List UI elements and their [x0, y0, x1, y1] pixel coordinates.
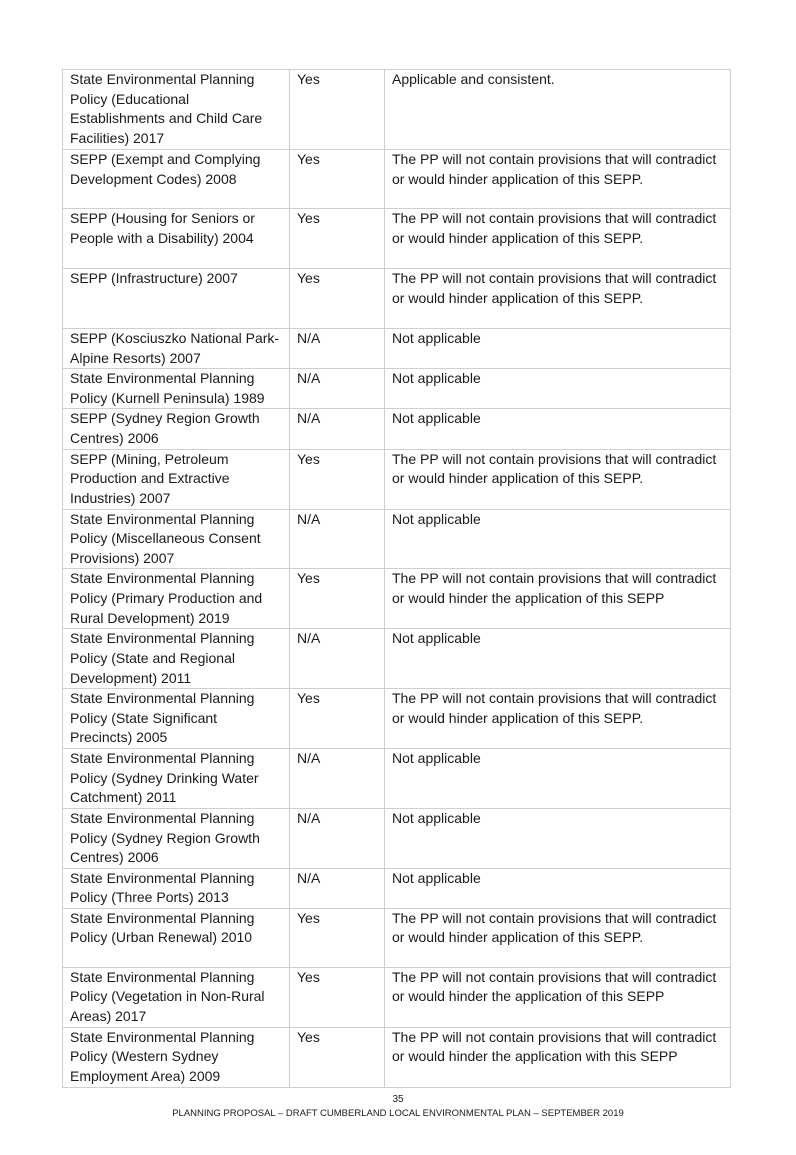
table-row — [63, 369, 731, 409]
policy-cell: State Environmental Planning Policy (Urban Renewal) 2010 — [63, 908, 290, 967]
comment-cell: The PP will not contain provisions that will contradict or would hinder application of this SEPP. — [385, 209, 731, 269]
policy-cell: State Environmental Planning Policy (Three Ports) 2013 — [63, 868, 290, 908]
policy-cell: State Environmental Planning Policy (Miscellaneous Consent Provisions) 2007 — [63, 509, 290, 569]
status-cell: N/A — [290, 369, 385, 409]
comment-cell: Not applicable — [385, 629, 731, 689]
table-row — [63, 70, 731, 150]
table-row — [63, 449, 731, 509]
table-row — [63, 1027, 731, 1087]
comment-cell: The PP will not contain provisions that will contradict or would hinder application of this SEPP. — [385, 150, 731, 209]
status-cell: N/A — [290, 409, 385, 449]
status-cell: Yes — [290, 209, 385, 269]
table-body — [63, 70, 731, 1088]
comment-cell: The PP will not contain provisions that will contradict or would hinder the application of this SEPP — [385, 569, 731, 629]
status-cell: Yes — [290, 967, 385, 1027]
policy-cell: State Environmental Planning Policy (Sydney Drinking Water Catchment) 2011 — [63, 748, 290, 808]
status-cell: Yes — [290, 269, 385, 329]
policy-cell: State Environmental Planning Policy (Educational Establishments and Child Care Facilities) 2017 — [63, 70, 290, 150]
policy-cell: State Environmental Planning Policy (State Significant Precincts) 2005 — [63, 689, 290, 749]
policy-cell: State Environmental Planning Policy (State and Regional Development) 2011 — [63, 629, 290, 689]
policy-cell: State Environmental Planning Policy (Kurnell Peninsula) 1989 — [63, 369, 290, 409]
table-row — [63, 967, 731, 1027]
table-row — [63, 808, 731, 868]
comment-cell: Not applicable — [385, 868, 731, 908]
policy-cell: SEPP (Infrastructure) 2007 — [63, 269, 290, 329]
status-cell: Yes — [290, 908, 385, 967]
status-cell: N/A — [290, 808, 385, 868]
policy-cell: SEPP (Housing for Seniors or People with a Disability) 2004 — [63, 209, 290, 269]
comment-cell: The PP will not contain provisions that will contradict or would hinder application of this SEPP. — [385, 449, 731, 509]
table-row — [63, 868, 731, 908]
status-cell: Yes — [290, 1027, 385, 1087]
comment-cell: The PP will not contain provisions that will contradict or would hinder application of this SEPP. — [385, 689, 731, 749]
table-row — [63, 409, 731, 449]
table-row — [63, 569, 731, 629]
comment-cell: Applicable and consistent. — [385, 70, 731, 150]
page-number: 35 — [392, 1094, 404, 1105]
status-cell: N/A — [290, 509, 385, 569]
policy-cell: SEPP (Kosciuszko National Park-Alpine Resorts) 2007 — [63, 329, 290, 369]
comment-cell: The PP will not contain provisions that will contradict or would hinder application of this SEPP. — [385, 908, 731, 967]
comment-cell: Not applicable — [385, 509, 731, 569]
comment-cell: Not applicable — [385, 369, 731, 409]
table-row — [63, 150, 731, 209]
table-row — [63, 209, 731, 269]
status-cell: Yes — [290, 689, 385, 749]
table-row — [63, 748, 731, 808]
policy-cell: State Environmental Planning Policy (Vegetation in Non-Rural Areas) 2017 — [63, 967, 290, 1027]
comment-cell: The PP will not contain provisions that will contradict or would hinder the application of this SEPP — [385, 967, 731, 1027]
status-cell: N/A — [290, 629, 385, 689]
table-row — [63, 509, 731, 569]
table-row — [63, 269, 731, 329]
comment-cell: Not applicable — [385, 329, 731, 369]
comment-cell: Not applicable — [385, 409, 731, 449]
table-row — [63, 908, 731, 967]
status-cell: Yes — [290, 569, 385, 629]
status-cell: N/A — [290, 329, 385, 369]
sepp-consistency-table — [62, 69, 731, 1088]
policy-cell: State Environmental Planning Policy (Primary Production and Rural Development) 2019 — [63, 569, 290, 629]
policy-cell: SEPP (Exempt and Complying Development Codes) 2008 — [63, 150, 290, 209]
comment-cell: The PP will not contain provisions that will contradict or would hinder application of this SEPP. — [385, 269, 731, 329]
status-cell: Yes — [290, 150, 385, 209]
status-cell: Yes — [290, 70, 385, 150]
table-row — [63, 689, 731, 749]
status-cell: N/A — [290, 868, 385, 908]
table-row — [63, 629, 731, 689]
comment-cell: The PP will not contain provisions that will contradict or would hinder the application with this SEPP — [385, 1027, 731, 1087]
comment-cell: Not applicable — [385, 748, 731, 808]
policy-cell: SEPP (Sydney Region Growth Centres) 2006 — [63, 409, 290, 449]
table-row — [63, 329, 731, 369]
status-cell: Yes — [290, 449, 385, 509]
policy-cell: SEPP (Mining, Petroleum Production and Extractive Industries) 2007 — [63, 449, 290, 509]
policy-cell: State Environmental Planning Policy (Sydney Region Growth Centres) 2006 — [63, 808, 290, 868]
comment-cell: Not applicable — [385, 808, 731, 868]
status-cell: N/A — [290, 748, 385, 808]
policy-cell: State Environmental Planning Policy (Western Sydney Employment Area) 2009 — [63, 1027, 290, 1087]
document-footer-title: PLANNING PROPOSAL – DRAFT CUMBERLAND LOCAL ENVIRONMENTAL PLAN – SEPTEMBER 2019 — [172, 1108, 624, 1119]
